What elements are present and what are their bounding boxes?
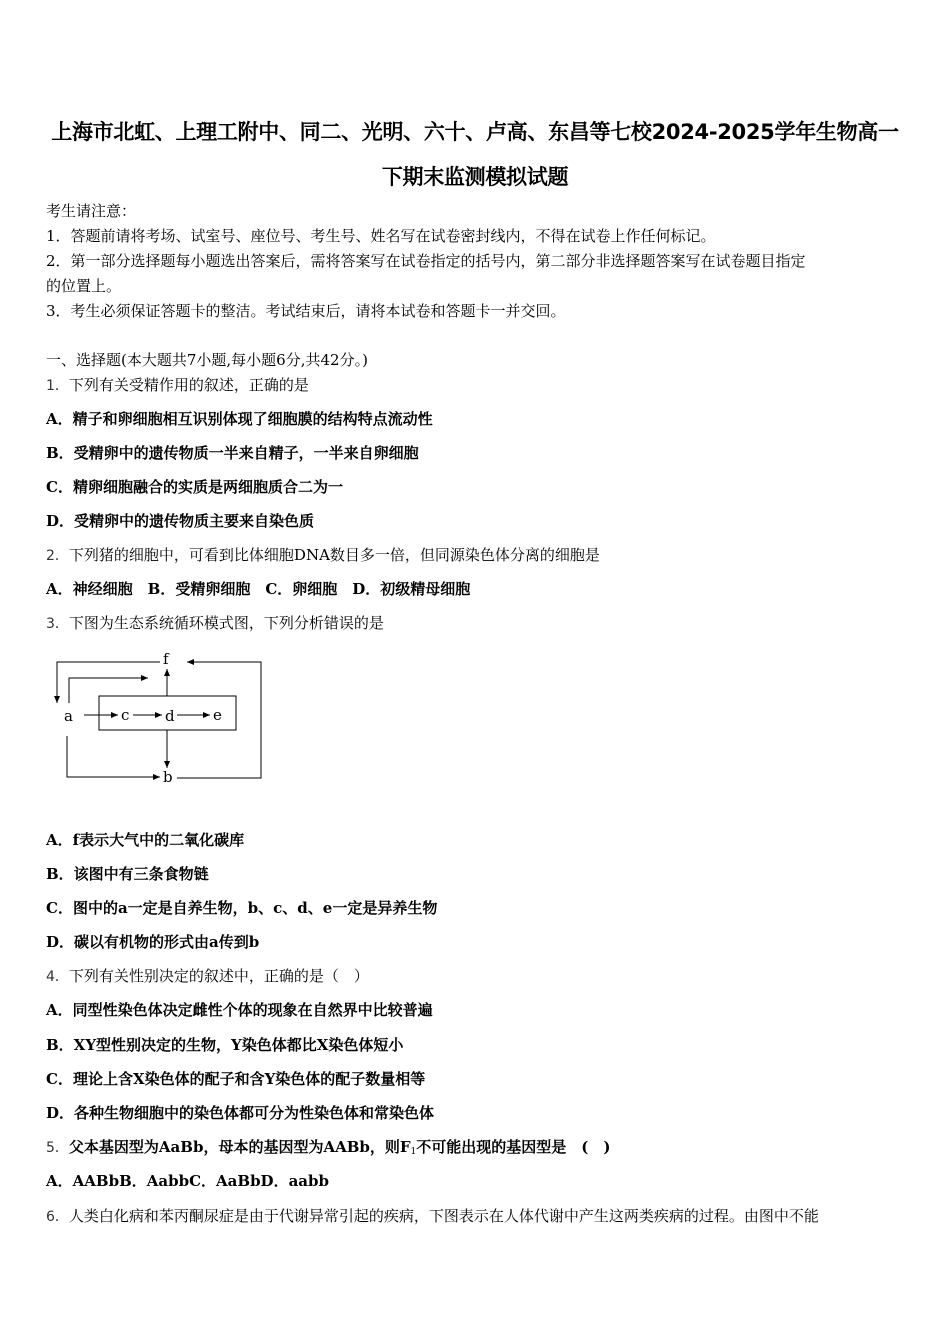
question-3 — [46, 613, 384, 634]
question-1 — [46, 375, 309, 396]
exam-title-line1: 上海市北虹、上理工附中、同二、光明、六十、卢高、东昌等七校2024-2025学年生物高一 — [51, 120, 899, 144]
question-number: 1． — [46, 378, 69, 394]
option-a: A．同型性染色体决定雌性个体的现象在自然界中比较普遍 — [46, 1001, 433, 1019]
node-b-label: b — [163, 768, 173, 786]
notice-heading: 考生请注意： — [46, 202, 137, 220]
option-a: A．f表示大气中的二氧化碳库 — [46, 831, 245, 849]
subscript: 1 — [410, 1147, 417, 1157]
question-stem: 人类白化病和苯丙酮尿症是由于代谢异常引起的疾病，下图表示在人体代谢中产生这两类疾病的过程。由图中不能 — [68, 1207, 819, 1225]
notice-item: 1．答题前请将考场、试室号、座位号、考生号、姓名写在试卷密封线内，不得在试卷上作任何标记。 — [46, 227, 716, 245]
question-4 — [46, 966, 369, 987]
notice-item: 3．考生必须保证答题卡的整洁。考试结束后，请将本试卷和答题卡一并交回。 — [46, 302, 566, 320]
notice-item: 的位置上。 — [46, 277, 122, 295]
question-6 — [46, 1206, 819, 1227]
node-f-label: f — [163, 650, 169, 668]
option-d: D．受精卵中的遗传物质主要来自染色质 — [46, 512, 315, 530]
option-c: C．精卵细胞融合的实质是两细胞质合二为一 — [46, 478, 343, 496]
question-number: 4． — [46, 969, 69, 985]
options-row: A．AABbB．AabbC．AaBbD．aabb — [46, 1172, 329, 1190]
carbon-cycle-diagram — [40, 645, 280, 795]
question-number: 3． — [46, 616, 69, 632]
section-heading: 一、选择题(本大题共7小题,每小题6分,共42分。) — [46, 351, 368, 369]
node-d-label: d — [165, 707, 175, 725]
option-a: A．精子和卵细胞相互识别体现了细胞膜的结构特点流动性 — [46, 410, 433, 428]
arrow-a-to-b — [67, 736, 160, 777]
question-5 — [46, 1137, 610, 1162]
question-number: 5． — [46, 1140, 69, 1156]
option-b: B．受精卵中的遗传物质一半来自精子，一半来自卵细胞 — [46, 444, 419, 462]
arrow-f-to-a — [57, 662, 160, 703]
option-c: C．图中的a一定是自养生物，b、c、d、e一定是异养生物 — [46, 899, 438, 917]
exam-title-line2: 下期末监测模拟试题 — [381, 165, 569, 189]
question-number: 2． — [46, 548, 69, 564]
node-e-label: e — [213, 706, 222, 724]
option-c: C．理论上含X染色体的配子和含Y染色体的配子数量相等 — [46, 1070, 426, 1088]
notice-item: 2．第一部分选择题每小题选出答案后，需将答案写在试卷指定的括号内，第二部分非选择题答案写在试卷题目指定 — [46, 252, 806, 270]
question-stem-tail: 不可能出现的基因型是 ( ) — [416, 1138, 611, 1156]
question-stem: 下图为生态系统循环模式图，下列分析错误的是 — [68, 614, 384, 632]
question-stem: 父本基因型为AaBb，母本的基因型为AABb，则F — [68, 1138, 411, 1156]
options-row: A．神经细胞 B．受精卵细胞 C．卵细胞 D．初级精母细胞 — [46, 580, 471, 598]
node-a-label: a — [64, 707, 73, 725]
option-d: D．各种生物细胞中的染色体都可分为性染色体和常染色体 — [46, 1104, 435, 1122]
question-stem: 下列猪的细胞中，可看到比体细胞DNA数目多一倍，但同源染色体分离的细胞是 — [68, 546, 600, 564]
option-d: D．碳以有机物的形式由a传到b — [46, 933, 260, 951]
arrow-a-to-f — [69, 678, 148, 703]
option-b: B．该图中有三条食物链 — [46, 865, 209, 883]
question-stem: 下列有关受精作用的叙述，正确的是 — [68, 376, 309, 394]
option-b: B．XY型性别决定的生物，Y染色体都比X染色体短小 — [46, 1036, 404, 1054]
node-c-label: c — [121, 706, 130, 724]
question-stem: 下列有关性别决定的叙述中，正确的是（ ） — [68, 967, 369, 985]
question-2 — [46, 545, 600, 566]
question-number: 6． — [46, 1209, 69, 1225]
